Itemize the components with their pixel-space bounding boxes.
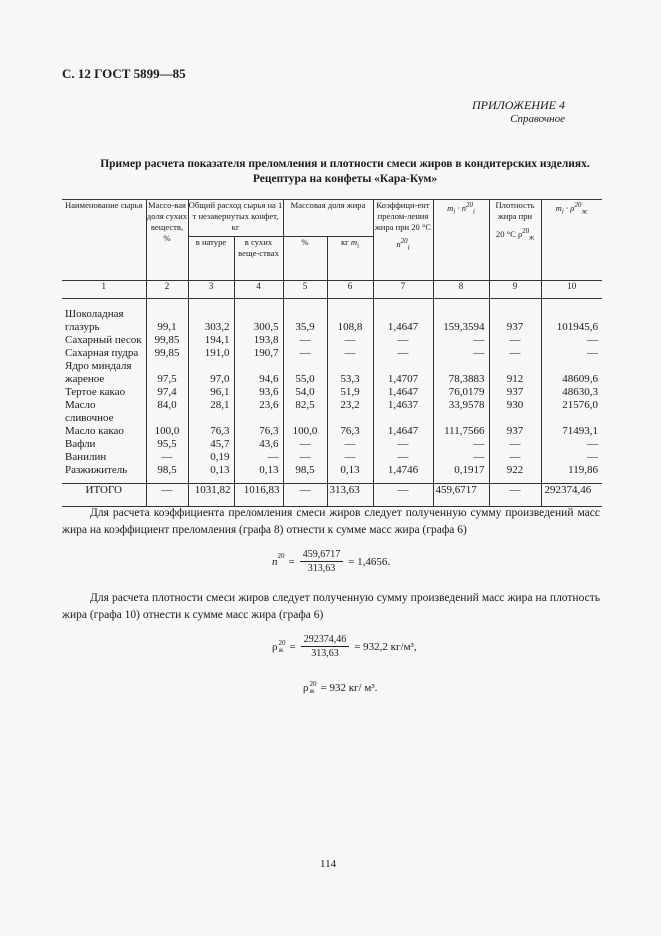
row-cell: 0,1917 bbox=[433, 464, 489, 477]
row-cell: — bbox=[373, 347, 433, 360]
symbol-n: n bbox=[396, 238, 401, 249]
row-cell bbox=[489, 360, 541, 373]
row-name: Сахарный песок bbox=[65, 334, 142, 346]
row-cell: — bbox=[234, 451, 283, 464]
row-cell: 21576,0 bbox=[541, 399, 602, 425]
row-cell: 94,6 bbox=[234, 373, 283, 386]
header-fat-share: Массовая доля жира bbox=[283, 200, 373, 237]
header-density bbox=[489, 200, 541, 281]
row-cell: — bbox=[541, 334, 602, 347]
density-rho: 20 °С ρ bbox=[495, 228, 523, 239]
row-cell: 0,13 bbox=[188, 464, 234, 477]
row-cell bbox=[541, 360, 602, 373]
table-row bbox=[62, 347, 602, 360]
row-cell: — bbox=[327, 347, 373, 360]
row-cell: — bbox=[373, 438, 433, 451]
row-cell: 71493,1 bbox=[541, 425, 602, 438]
row-cell: 35,9 bbox=[283, 321, 327, 334]
row-cell: 99,85 bbox=[146, 347, 188, 360]
formula-fraction bbox=[301, 633, 350, 660]
formula-fraction bbox=[300, 548, 344, 575]
row-cell bbox=[146, 360, 188, 373]
column-number-row bbox=[62, 281, 602, 299]
row-cell: — bbox=[283, 438, 327, 451]
row-name: Ванилин bbox=[65, 451, 107, 463]
table-row bbox=[62, 308, 602, 321]
formula-rho-sub: ж bbox=[278, 645, 284, 654]
fraction-numerator: 459,6717 bbox=[300, 548, 344, 562]
row-cell bbox=[188, 360, 234, 373]
row-cell: 48630,3 bbox=[541, 386, 602, 399]
row-cell: — bbox=[373, 334, 433, 347]
symbol-n: n bbox=[461, 202, 466, 213]
row-name: Ядро миндаля bbox=[65, 360, 132, 372]
header-pct: % bbox=[283, 237, 327, 281]
symbol-m: m bbox=[447, 202, 454, 213]
row-cell bbox=[234, 360, 283, 373]
symbol-n-sub: i bbox=[407, 243, 410, 252]
row-cell: 28,1 bbox=[188, 399, 234, 425]
formula-result: = 932,2 кг/м³, bbox=[354, 640, 417, 653]
row-cell: 43,6 bbox=[234, 438, 283, 451]
total-cell: 313,63 bbox=[327, 484, 373, 507]
paragraph-density: Для расчета плотности смеси жиров следует полученную сумму произведений масс жира на плотность жира (графа 10) отнести к сумме масс жира (графа 6) bbox=[62, 592, 600, 621]
row-cell bbox=[283, 360, 327, 373]
row-cell: 98,5 bbox=[283, 464, 327, 477]
header-dry: в сухих веще-ствах bbox=[234, 237, 283, 281]
header-product-refraction bbox=[433, 200, 489, 281]
total-row bbox=[62, 484, 602, 507]
symbol-m-sub: i bbox=[453, 207, 456, 216]
density-sup: 20 bbox=[522, 227, 530, 235]
symbol-rho-sub: ж bbox=[581, 207, 588, 216]
symbol-m: m bbox=[555, 202, 562, 213]
page-number: 114 bbox=[320, 858, 337, 870]
symbol-m-sub: i bbox=[561, 207, 564, 216]
row-cell: — bbox=[283, 451, 327, 464]
row-cell: 53,3 bbox=[327, 373, 373, 386]
column-number: 1 bbox=[101, 281, 106, 291]
formula-eq: = bbox=[288, 555, 295, 568]
formula-rho-sup: 20 bbox=[309, 680, 317, 688]
row-cell: 1,4707 bbox=[373, 373, 433, 386]
recipe-table bbox=[62, 199, 602, 507]
header-kg-text: кг bbox=[340, 237, 349, 247]
row-cell: 108,8 bbox=[327, 321, 373, 334]
row-cell: 101945,6 bbox=[541, 321, 602, 334]
row-cell bbox=[188, 308, 234, 321]
column-number: 8 bbox=[433, 281, 489, 299]
symbol-rho: · ρ bbox=[563, 202, 575, 213]
row-cell: 303,2 bbox=[188, 321, 234, 334]
row-cell: — bbox=[373, 451, 433, 464]
row-cell: 937 bbox=[489, 425, 541, 438]
column-number: 4 bbox=[234, 281, 283, 299]
header-consumption: Общий расход сырья на 1 т незавернутых конфет, кг bbox=[188, 200, 283, 237]
row-cell: 937 bbox=[489, 321, 541, 334]
header-refraction-text: Коэффици-ент прелом-ления жира при 20 °С bbox=[374, 200, 432, 232]
header-density-symbol bbox=[490, 226, 541, 244]
row-cell: 1,4647 bbox=[373, 425, 433, 438]
row-cell bbox=[433, 360, 489, 373]
row-cell bbox=[541, 308, 602, 321]
row-cell: 191,0 bbox=[188, 347, 234, 360]
header-natural: в натуре bbox=[188, 237, 234, 281]
row-cell: 76,3 bbox=[188, 425, 234, 438]
row-cell: — bbox=[327, 451, 373, 464]
row-name: Вафли bbox=[65, 438, 96, 450]
row-cell: — bbox=[327, 438, 373, 451]
table-row bbox=[62, 464, 602, 477]
row-cell: 97,5 bbox=[146, 373, 188, 386]
symbol-n-sup: 20 bbox=[465, 201, 473, 209]
table-body bbox=[62, 308, 602, 477]
page-header: С. 12 ГОСТ 5899—85 bbox=[62, 66, 186, 81]
header-density-text: Плотность жира при bbox=[495, 200, 535, 221]
row-cell: 922 bbox=[489, 464, 541, 477]
row-cell: 23,6 bbox=[234, 399, 283, 425]
row-cell: 33,9578 bbox=[433, 399, 489, 425]
appendix-subtitle: Справочное bbox=[510, 113, 565, 125]
row-cell: 0,19 bbox=[188, 451, 234, 464]
row-cell bbox=[234, 308, 283, 321]
formula-rho: ρ bbox=[303, 682, 309, 694]
header-kg-sub: i bbox=[357, 241, 360, 250]
table-row bbox=[62, 360, 602, 373]
total-cell: 292374,46 bbox=[541, 484, 602, 507]
table-row bbox=[62, 451, 602, 464]
row-cell bbox=[373, 360, 433, 373]
row-cell: 76,3 bbox=[327, 425, 373, 438]
total-cell: 459,6717 bbox=[433, 484, 489, 507]
row-name: Разжижитель bbox=[65, 464, 128, 476]
row-cell: — bbox=[489, 334, 541, 347]
column-number: 10 bbox=[541, 281, 602, 299]
header-name: Наименование сырья bbox=[62, 200, 146, 281]
paragraph-refraction: Для расчета коэффициента преломления смеси жиров следует полученную сумму произведений масс жира на коэффициент преломления (графа 8) отнести к сумме масс жира (графа 6) bbox=[62, 507, 600, 536]
fraction-denominator: 313,63 bbox=[307, 563, 336, 574]
formula-result: = 1,4656. bbox=[348, 555, 391, 568]
row-cell: — bbox=[433, 347, 489, 360]
row-cell: 76,0179 bbox=[433, 386, 489, 399]
row-cell: — bbox=[146, 451, 188, 464]
table-row bbox=[62, 373, 602, 386]
row-cell: 194,1 bbox=[188, 334, 234, 347]
column-number: 2 bbox=[146, 281, 188, 299]
row-name: жареное bbox=[65, 373, 105, 385]
formula-density-rounded bbox=[303, 681, 377, 695]
header-refraction bbox=[373, 200, 433, 281]
table-row bbox=[62, 425, 602, 438]
column-number: 6 bbox=[327, 281, 373, 299]
row-cell: — bbox=[541, 438, 602, 451]
row-cell: 100,0 bbox=[283, 425, 327, 438]
row-cell bbox=[283, 308, 327, 321]
row-cell: 76,3 bbox=[234, 425, 283, 438]
row-cell: 97,0 bbox=[188, 373, 234, 386]
row-cell: 1,4647 bbox=[373, 321, 433, 334]
row-name: Масло какао bbox=[65, 425, 124, 437]
row-cell: 82,5 bbox=[283, 399, 327, 425]
table-row bbox=[62, 438, 602, 451]
row-cell: 190,7 bbox=[234, 347, 283, 360]
total-cell: — bbox=[146, 484, 188, 507]
column-number: 5 bbox=[283, 281, 327, 299]
row-name: Шоколадная bbox=[65, 308, 124, 320]
row-cell: 54,0 bbox=[283, 386, 327, 399]
row-cell: 100,0 bbox=[146, 425, 188, 438]
document-title bbox=[90, 157, 600, 187]
row-cell: 93,6 bbox=[234, 386, 283, 399]
column-number: 9 bbox=[489, 281, 541, 299]
row-cell: 119,86 bbox=[541, 464, 602, 477]
row-cell: — bbox=[327, 334, 373, 347]
symbol-dot: · bbox=[455, 202, 462, 213]
row-cell: 45,7 bbox=[188, 438, 234, 451]
table-row bbox=[62, 321, 602, 334]
row-cell bbox=[327, 360, 373, 373]
symbol-rho-sup: 20 bbox=[574, 201, 582, 209]
total-label: ИТОГО bbox=[85, 484, 122, 496]
formula-rho-sub: ж bbox=[309, 687, 315, 695]
appendix-title: ПРИЛОЖЕНИЕ 4 bbox=[472, 98, 565, 112]
total-cell: 1031,82 bbox=[188, 484, 234, 507]
formula-density bbox=[272, 633, 417, 660]
row-name: Сахарная пудра bbox=[65, 347, 139, 359]
row-cell: — bbox=[541, 451, 602, 464]
table-row bbox=[62, 399, 602, 425]
row-cell: — bbox=[541, 347, 602, 360]
appendix-label bbox=[472, 98, 565, 126]
row-cell bbox=[373, 308, 433, 321]
row-name: глазурь bbox=[65, 321, 100, 333]
symbol-n-sub: i bbox=[472, 207, 475, 216]
row-cell: — bbox=[433, 334, 489, 347]
formula-rho: ρ bbox=[272, 640, 278, 653]
row-cell: 1,4746 bbox=[373, 464, 433, 477]
row-cell: 300,5 bbox=[234, 321, 283, 334]
column-number: 3 bbox=[188, 281, 234, 299]
row-cell: 111,7566 bbox=[433, 425, 489, 438]
table-row bbox=[62, 334, 602, 347]
header-solids: Массо-вая доля сухих веществ, % bbox=[146, 200, 188, 281]
header-kg bbox=[327, 237, 373, 281]
table-row bbox=[62, 386, 602, 399]
row-cell: 78,3883 bbox=[433, 373, 489, 386]
total-cell: — bbox=[373, 484, 433, 507]
title-line-1: Пример расчета показателя преломления и плотности смеси жиров в кондитерских изделиях. bbox=[100, 158, 590, 170]
title-line-2: Рецептура на конфеты «Кара-Кум» bbox=[252, 173, 438, 185]
row-cell: 912 bbox=[489, 373, 541, 386]
formula-eq: = bbox=[289, 640, 296, 653]
formula-n: n bbox=[272, 555, 278, 568]
row-cell: 55,0 bbox=[283, 373, 327, 386]
row-cell: 0,13 bbox=[234, 464, 283, 477]
row-cell: 48609,6 bbox=[541, 373, 602, 386]
row-cell bbox=[489, 308, 541, 321]
row-cell: — bbox=[433, 451, 489, 464]
row-cell: 930 bbox=[489, 399, 541, 425]
row-cell bbox=[327, 308, 373, 321]
row-cell: 0,13 bbox=[327, 464, 373, 477]
row-cell: 98,5 bbox=[146, 464, 188, 477]
row-cell: — bbox=[433, 438, 489, 451]
row-cell: — bbox=[489, 451, 541, 464]
row-cell: 99,1 bbox=[146, 321, 188, 334]
header-product-density bbox=[541, 200, 602, 281]
row-cell: 193,8 bbox=[234, 334, 283, 347]
row-cell: 95,5 bbox=[146, 438, 188, 451]
row-cell: 1,4647 bbox=[373, 386, 433, 399]
formula-n-sup: 20 bbox=[277, 551, 285, 560]
row-cell: 159,3594 bbox=[433, 321, 489, 334]
fraction-denominator: 313,63 bbox=[311, 648, 339, 659]
row-name: Масло сливочное bbox=[65, 399, 114, 424]
row-cell: — bbox=[489, 347, 541, 360]
fraction-numerator: 292374,46 bbox=[301, 633, 350, 647]
row-cell: — bbox=[283, 347, 327, 360]
row-cell: — bbox=[489, 438, 541, 451]
formula-rho-sup: 20 bbox=[278, 638, 286, 647]
density-sub: ж bbox=[529, 233, 535, 242]
row-cell: — bbox=[283, 334, 327, 347]
header-refraction-symbol bbox=[374, 236, 433, 254]
formula-result: = 932 кг/ м³. bbox=[320, 682, 378, 694]
formula-refraction bbox=[272, 548, 390, 575]
total-cell: 1016,83 bbox=[234, 484, 283, 507]
header-kg-m: m bbox=[350, 237, 358, 247]
symbol-n-sup: 20 bbox=[400, 237, 408, 245]
row-cell bbox=[433, 308, 489, 321]
row-cell: 937 bbox=[489, 386, 541, 399]
row-cell: 99,85 bbox=[146, 334, 188, 347]
row-cell: 23,2 bbox=[327, 399, 373, 425]
row-cell: 84,0 bbox=[146, 399, 188, 425]
row-cell: 51,9 bbox=[327, 386, 373, 399]
row-name: Тертое какао bbox=[65, 386, 126, 398]
column-number: 7 bbox=[373, 281, 433, 299]
row-cell: 97,4 bbox=[146, 386, 188, 399]
total-cell: — bbox=[489, 484, 541, 507]
row-cell bbox=[146, 308, 188, 321]
row-cell: 96,1 bbox=[188, 386, 234, 399]
row-cell: 1,4637 bbox=[373, 399, 433, 425]
total-cell: — bbox=[283, 484, 327, 507]
